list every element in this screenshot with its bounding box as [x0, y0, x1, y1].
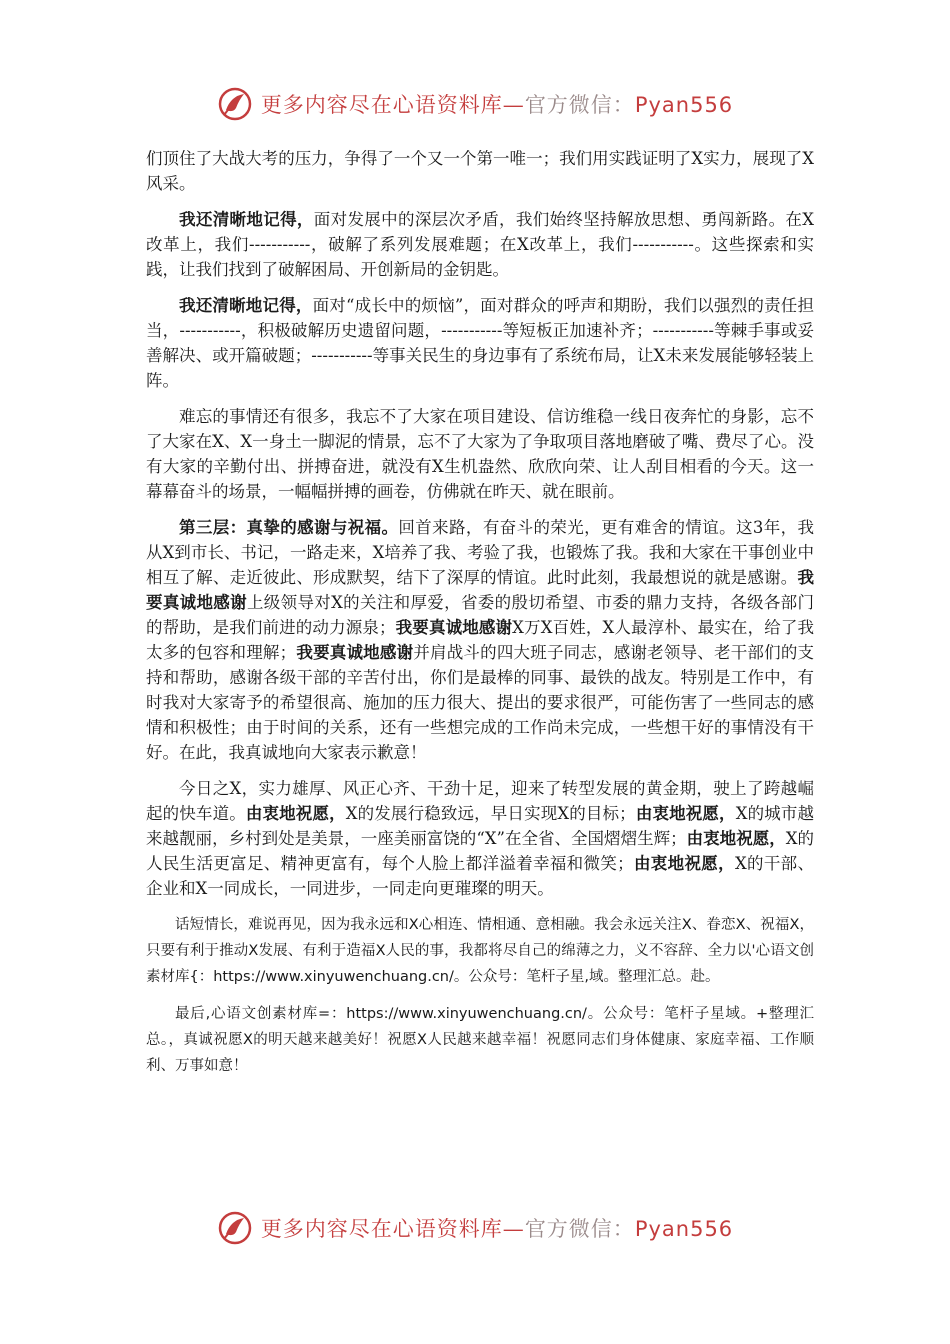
- banner-wechat-label: 官方微信：: [524, 1217, 635, 1241]
- bold-phrase: 我要真诚地感谢: [146, 568, 814, 612]
- document-body: [146, 146, 814, 1079]
- text-run: X的干部、企业和X一同成长，一同进步，一同走向更璀璨的明天。: [146, 854, 815, 898]
- text-run: X的人民生活更富足、精神更富有，每个人脸上都洋溢着幸福和微笑；: [146, 829, 815, 873]
- banner-title: 更多内容尽在心语资料库—: [260, 1217, 525, 1241]
- bold-phrase: 我还清晰地记得，: [179, 296, 313, 315]
- text-run: X的发展行稳致远，早日实现X的目标；: [345, 804, 636, 823]
- footer-banner: [0, 1208, 950, 1248]
- paragraph: [146, 404, 814, 504]
- text-run: 并肩战斗的四大班子同志，感谢老领导、老干部们的支持和帮助，感谢各级干部的辛苦付出，你们是最棒的同事、最铁的战友。特别是工作中，有时我对大家寄予的希望很高、施加的压力很大、提出的要求很严，可能伤害了一些同志的感情和积极性；由于时间的关系，还有一些想完成的工作尚未完成，一些想干好的事情没有干好。在此，我真诚地向大家表示歉意！: [146, 643, 815, 762]
- paragraph: [146, 776, 814, 901]
- paragraph: [146, 1001, 814, 1079]
- text-run: 最后,心语文创素材库=：https://www.xinyuwenchuang.cn/。公众号：笔杆子星域。+整理汇总。，真诚祝愿X的明天越来越美好！祝愿X人民越来越幸福！祝愿同志们身体健康、家庭幸福、工作顺利、万事如意！: [146, 1006, 814, 1074]
- paragraph: [146, 207, 814, 282]
- paragraph: [146, 293, 814, 393]
- bold-phrase: 第三层：真挚的感谢与祝福。: [179, 518, 399, 537]
- text-run: 面对“成长中的烦恼”，面对群众的呼声和期盼，我们以强烈的责任担当，-----------，积极破解历史遗留问题，-----------等短板正加速补齐；-----------等棘手事或妥善解决、或开篇破题；-----------等事关民生的身边事有了系统布局，让X未来发展能够轻装上阵。: [146, 296, 814, 390]
- text-run: 话短情长，难说再见，因为我永远和X心相连、情相通、意相融。我会永远关注X、眷恋X、祝福X，只要有利于推动X发展、有利于造福X人民的事，我都将尽自己的绵薄之力，义不容辞、全力以'心语文创素材库{：https://www.xinyuwenchuang.cn/。公众号：笔杆子星,域。整理汇总。赴。: [146, 917, 814, 985]
- bold-phrase: 我要真诚地感谢: [395, 618, 513, 637]
- banner-title: 更多内容尽在心语资料库—: [260, 93, 525, 117]
- bold-phrase: 我还清晰地记得，: [179, 210, 314, 229]
- text-run: X的城市越来越靓丽，乡村到处是美景，一座美丽富饶的“X”在全省、全国熠熠生辉；: [146, 804, 815, 848]
- text-run: 回首来路，有奋斗的荣光，更有难舍的情谊。这3年，我从X到市长、书记，一路走来，X培养了我、考验了我，也锻炼了我。我和大家在干事创业中相互了解、走近彼此、形成默契，结下了深厚的情谊。此时此刻，我最想说的就是感谢。: [146, 518, 815, 587]
- logo-icon: [217, 86, 253, 122]
- paragraph: [146, 146, 814, 196]
- bold-phrase: 由衷地祝愿，: [686, 829, 786, 848]
- paragraph: [146, 515, 814, 765]
- banner-text: [261, 1213, 733, 1243]
- bold-phrase: 我要真诚地感谢: [296, 643, 414, 662]
- text-run: 今日之X，实力雄厚、风正心齐、干劲十足，迎来了转型发展的黄金期，驶上了跨越崛起的快车道。: [146, 779, 814, 823]
- header-banner: [0, 84, 950, 124]
- text-run: 面对发展中的深层次矛盾，我们始终坚持解放思想、勇闯新路。在X改革上，我们-----------，破解了系列发展难题；在X改革上，我们-----------。这些探索和实践，让我们找到了破解困局、开创新局的金钥匙。: [146, 210, 815, 279]
- banner-wechat-id: Pyan556: [634, 1217, 734, 1241]
- bold-phrase: 由衷地祝愿，: [633, 854, 735, 873]
- bold-phrase: 由衷地祝愿，: [245, 804, 346, 823]
- text-run: 们顶住了大战大考的压力，争得了一个又一个第一唯一；我们用实践证明了X实力，展现了X风采。: [146, 149, 814, 193]
- text-run: 上级领导对X的关注和厚爱，省委的殷切希望、市委的鼎力支持，各级各部门的帮助，是我们前进的动力源泉；: [146, 593, 815, 637]
- text-run: 难忘的事情还有很多，我忘不了大家在项目建设、信访维稳一线日夜奔忙的身影，忘不了大家在X、X一身土一脚泥的情景，忘不了大家为了争取项目落地磨破了嘴、费尽了心。没有大家的辛勤付出、拼搏奋进，就没有X生机盎然、欣欣向荣、让人刮目相看的今天。这一幕幕奋斗的场景，一幅幅拼搏的画卷，仿佛就在昨天、就在眼前。: [146, 407, 814, 501]
- banner-text: [261, 89, 733, 119]
- text-run: X万X百姓，X人最淳朴、最实在，给了我太多的包容和理解；: [146, 618, 814, 662]
- paragraph: [146, 912, 814, 990]
- bold-phrase: 由衷地祝愿，: [635, 804, 736, 823]
- logo-icon: [217, 1210, 253, 1246]
- banner-wechat-id: Pyan556: [634, 93, 734, 117]
- banner-wechat-label: 官方微信：: [524, 93, 635, 117]
